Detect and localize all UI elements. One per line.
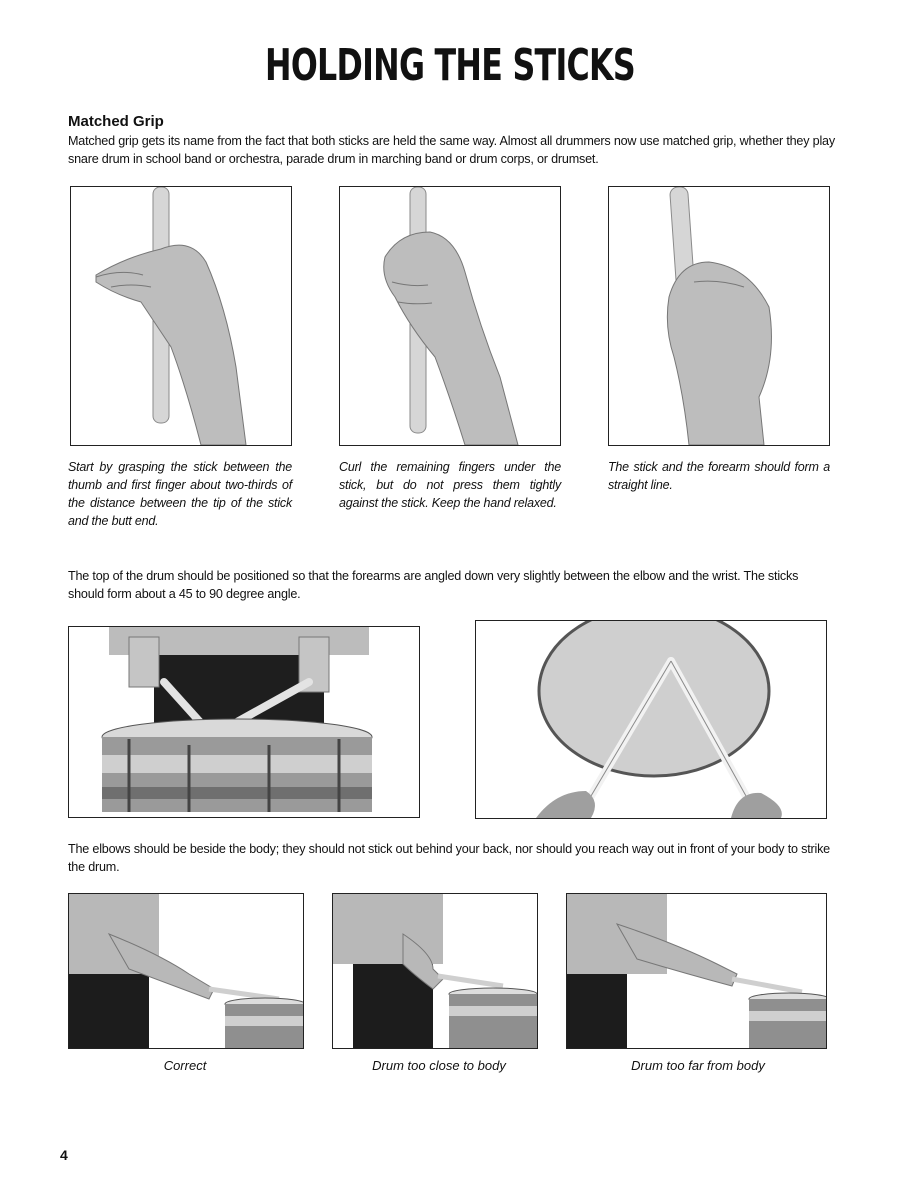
- grip-caption-step-1: Start by grasping the stick between the thumb and first finger about two-thirds of the distance between the tip of the stick and the butt end.: [68, 460, 292, 528]
- elbow-photo-too-close: [332, 893, 538, 1049]
- grip-photo-step-1: [70, 186, 292, 446]
- grip-photo-step-3: [608, 186, 830, 446]
- page-number: 4: [60, 1147, 68, 1163]
- page-title: HOLDING THE STICKS: [265, 40, 635, 91]
- grip-caption-step-3: The stick and the forearm should form a straight line.: [608, 460, 830, 492]
- elbow-photo-too-far: [566, 893, 827, 1049]
- elbows-paragraph: The elbows should be beside the body; they should not stick out behind your back, nor should you reach way out in front of your body to strike the drum.: [68, 842, 830, 874]
- elbow-caption-too-far: Drum too far from body: [631, 1058, 765, 1073]
- drum-front-view-photo: [68, 626, 420, 818]
- section-heading: Matched Grip: [68, 113, 164, 130]
- elbow-caption-too-close: Drum too close to body: [372, 1058, 506, 1073]
- elbow-caption-correct: Correct: [163, 1058, 207, 1073]
- drum-top-view-photo: [475, 620, 827, 819]
- grip-photo-step-2: [339, 186, 561, 446]
- drum-position-paragraph: The top of the drum should be positioned so that the forearms are angled down very slightly between the elbow and the wrist. The sticks should form about a 45 to 90 degree angle.: [68, 569, 799, 601]
- grip-caption-step-2: Curl the remaining fingers under the stick, but do not press them tightly against the stick. Keep the hand relaxed.: [339, 460, 561, 510]
- intro-paragraph: Matched grip gets its name from the fact that both sticks are held the same way. Almost all drummers now use matched grip, whether they play snare drum in school band or orchestra, parade drum in marching band or drum corps, or drumset.: [68, 134, 835, 166]
- elbow-photo-correct: [68, 893, 304, 1049]
